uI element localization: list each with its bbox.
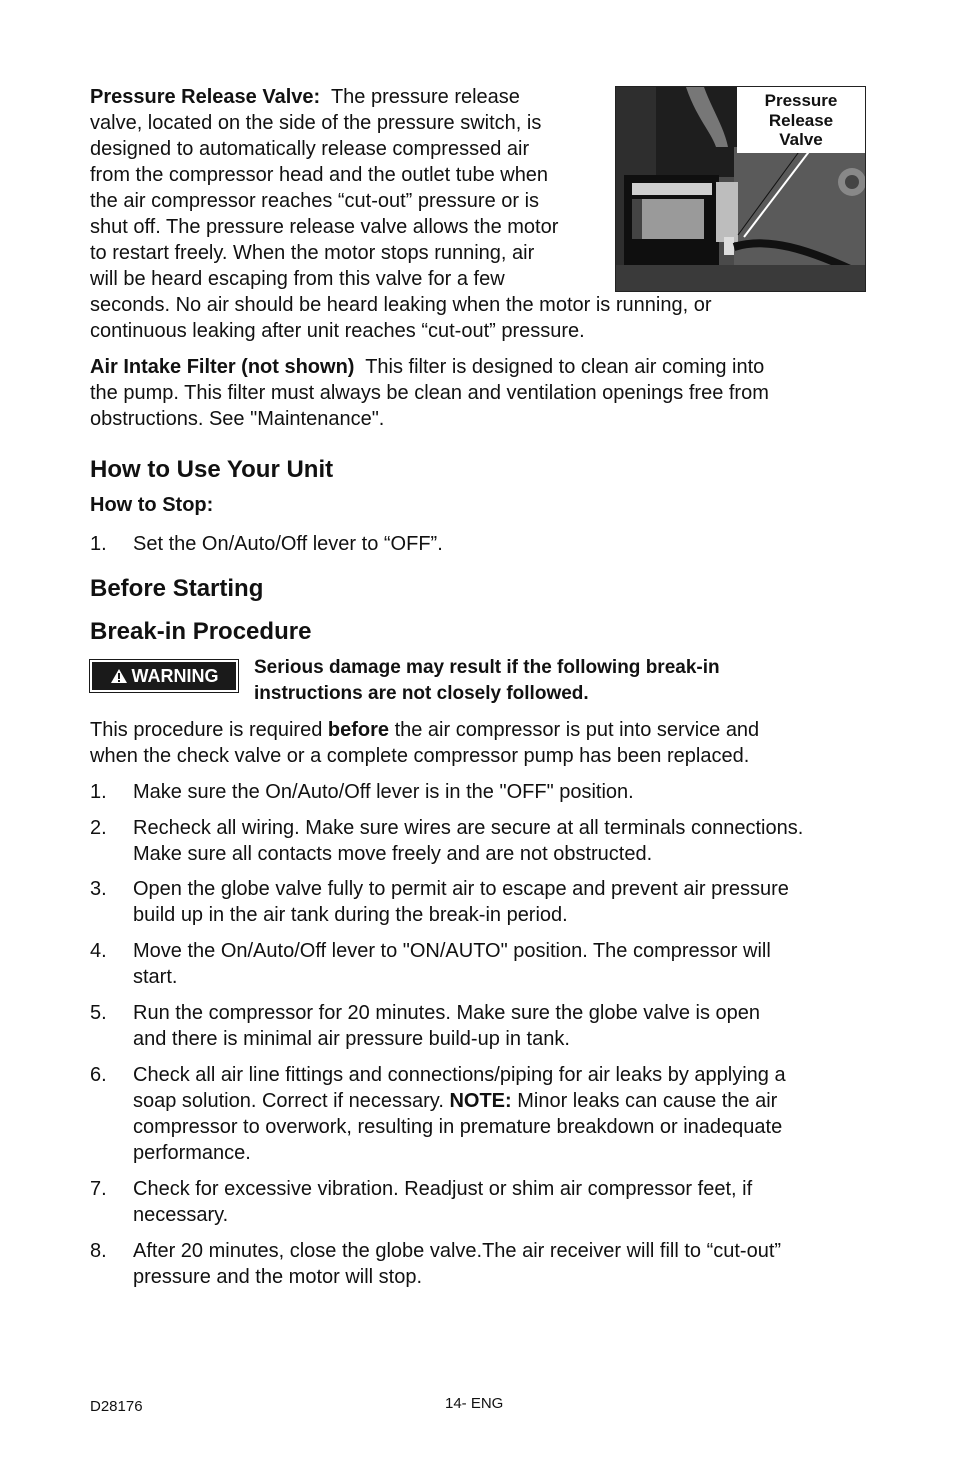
text-line: obstructions. See "Maintenance".	[90, 408, 385, 430]
step-text	[133, 1000, 868, 1052]
break-in-intro	[90, 717, 870, 769]
document-number: D28176	[90, 1398, 143, 1415]
how-to-use-heading: How to Use Your Unit	[90, 456, 334, 483]
text-line: Make sure all contacts move freely and are not obstructed.	[133, 843, 653, 865]
step-text	[133, 1176, 868, 1228]
air-intake-term: Air Intake Filter (not shown)	[90, 356, 355, 378]
warning-label: WARNING	[131, 665, 219, 686]
text-span: Minor leaks can cause the air	[511, 1090, 778, 1112]
step-text	[133, 815, 868, 867]
step-text: Set the On/Auto/Off lever to “OFF”.	[133, 533, 443, 555]
step-text	[133, 1062, 868, 1166]
pressure-switch-photo	[615, 86, 866, 292]
step-number: 2.	[90, 817, 107, 839]
text-line: compressor to overwork, resulting in premature breakdown or inadequate	[133, 1116, 783, 1138]
text-line	[133, 1088, 868, 1114]
step-text	[133, 779, 868, 805]
page-number: 14- ENG	[445, 1395, 504, 1412]
photo-callout-label	[737, 87, 865, 153]
warning-badge	[90, 660, 238, 692]
text-line: build up in the air tank during the break-in period.	[133, 904, 568, 926]
text-line: shut off. The pressure release valve allows the motor	[90, 216, 559, 238]
step-text	[133, 876, 868, 928]
text-span: This procedure is required	[90, 719, 328, 741]
note-label: NOTE:	[449, 1090, 512, 1112]
pressure-valve-continued	[90, 292, 870, 344]
text-line: Serious damage may result if the following break-in	[254, 657, 720, 678]
text-line: instructions are not closely followed.	[254, 683, 589, 704]
callout-line: Pressure	[764, 91, 838, 110]
text-line: to restart freely. When the motor stops running, air	[90, 242, 535, 264]
step-number: 1.	[90, 533, 107, 555]
callout-line: Release	[768, 110, 834, 130]
warning-triangle-icon	[110, 668, 128, 684]
step-number: 7.	[90, 1178, 107, 1200]
text-line: This filter is designed to clean air coming into	[365, 356, 765, 378]
text-line: After 20 minutes, close the globe valve.The air receiver will fill to “cut-out”	[133, 1240, 782, 1262]
warning-text	[254, 655, 864, 707]
step-text	[133, 938, 868, 990]
step-number: 6.	[90, 1064, 107, 1086]
step-number: 3.	[90, 878, 107, 900]
text-line: when the check valve or a complete compressor pump has been replaced.	[90, 745, 750, 767]
before-starting-heading: Before Starting	[90, 575, 264, 602]
text-line: start.	[133, 966, 178, 988]
how-to-stop-subheading: How to Stop:	[90, 494, 214, 516]
text-line: seconds. No air should be heard leaking when the motor is running, or	[90, 294, 712, 316]
air-intake-paragraph	[90, 354, 870, 432]
step-number: 5.	[90, 1002, 107, 1024]
text-line: valve, located on the side of the pressure switch, is	[90, 112, 542, 134]
text-line: and there is minimal air pressure build-up in tank.	[133, 1028, 570, 1050]
text-line: Recheck all wiring. Make sure wires are secure at all terminals connections.	[133, 817, 804, 839]
text-line: Check all air line fittings and connections/piping for air leaks by applying a	[133, 1064, 786, 1086]
pressure-valve-paragraph	[90, 84, 610, 292]
text-line: the pump. This filter must always be clean and ventilation openings free from	[90, 382, 769, 404]
text-line: The pressure release	[330, 86, 520, 108]
text-line: Check for excessive vibration. Readjust or shim air compressor feet, if	[133, 1178, 753, 1200]
emphasis-text: before	[327, 719, 390, 741]
callout-line: Valve	[779, 130, 823, 149]
text-line: Move the On/Auto/Off lever to "ON/AUTO" position. The compressor will	[133, 940, 771, 962]
text-line: designed to automatically release compressed air	[90, 138, 530, 160]
pressure-valve-term: Pressure Release Valve:	[90, 86, 321, 108]
step-number: 4.	[90, 940, 107, 962]
step-text	[133, 1238, 868, 1290]
text-line: Make sure the On/Auto/Off lever is in the "OFF" position.	[133, 781, 634, 803]
text-line: Run the compressor for 20 minutes. Make sure the globe valve is open	[133, 1002, 760, 1024]
step-number: 1.	[90, 781, 107, 803]
text-line: from the compressor head and the outlet tube when	[90, 164, 549, 186]
text-line: continuous leaking after unit reaches “cut-out” pressure.	[90, 320, 585, 342]
step-number: 8.	[90, 1240, 107, 1262]
text-line: necessary.	[133, 1204, 229, 1226]
pressure-valve-line-1	[90, 84, 610, 110]
text-span: the air compressor is put into service and	[389, 719, 760, 741]
text-line: pressure and the motor will stop.	[133, 1266, 423, 1288]
text-line: Open the globe valve fully to permit air to escape and prevent air pressure	[133, 878, 789, 900]
break-in-heading: Break-in Procedure	[90, 618, 312, 645]
text-span: soap solution. Correct if necessary.	[133, 1090, 450, 1112]
text-line: performance.	[133, 1142, 251, 1164]
text-line: the air compressor reaches “cut-out” pressure or is	[90, 190, 540, 212]
text-line: will be heard escaping from this valve for a few	[90, 268, 505, 290]
